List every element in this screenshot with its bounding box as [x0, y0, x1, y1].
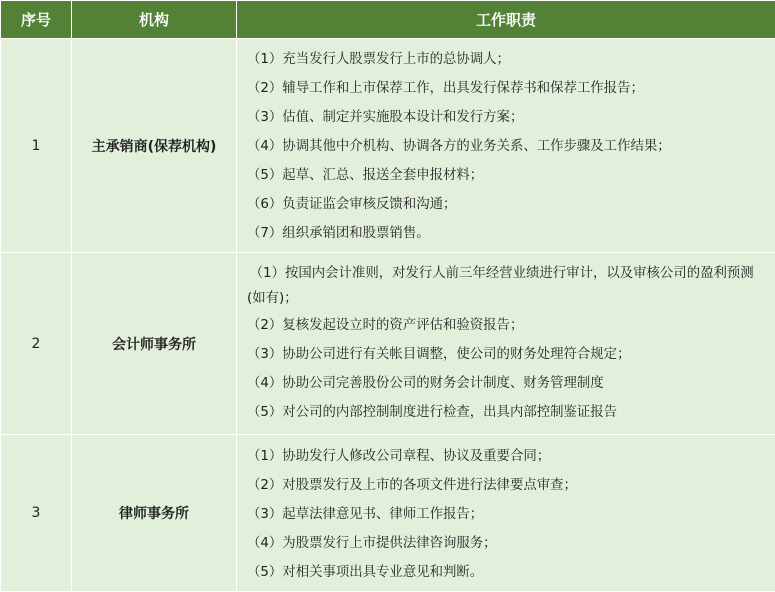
row-index: 2 — [1, 253, 72, 435]
duty-item: （4）为股票发行上市提供法律咨询服务； — [247, 529, 765, 558]
duty-item: （6）负责证监会审核反馈和沟通； — [247, 190, 765, 219]
duty-item: （2）对股票发行及上市的各项文件进行法律要点审查； — [247, 471, 765, 500]
row-duties — [237, 435, 775, 592]
duty-item: （5）起草、汇总、报送全套申报材料； — [247, 161, 765, 190]
duty-item: （1）按国内会计准则，对发行人前三年经营业绩进行审计，以及审核公司的盈利预测(如有)； — [247, 261, 765, 311]
row-duties — [237, 39, 775, 253]
table-row — [1, 39, 775, 253]
duty-item: （4）协调其他中介机构、协调各方的业务关系、工作步骤及工作结果； — [247, 132, 765, 161]
header-row — [1, 1, 775, 39]
table-row — [1, 253, 775, 435]
row-duties — [237, 253, 775, 435]
duty-item: （1）充当发行人股票发行上市的总协调人； — [247, 45, 765, 74]
duty-item: （7）组织承销团和股票销售。 — [247, 219, 765, 248]
header-duties: 工作职责 — [237, 1, 775, 39]
duty-item: （1）协助发行人修改公司章程、协议及重要合同； — [247, 442, 765, 471]
header-org: 机构 — [72, 1, 237, 39]
row-org: 主承销商(保荐机构) — [72, 39, 237, 253]
header-index: 序号 — [1, 1, 72, 39]
duty-item: （3）协助公司进行有关帐目调整，使公司的财务处理符合规定； — [247, 340, 765, 369]
duty-item: （5）对相关事项出具专业意见和判断。 — [247, 558, 765, 587]
duty-item: （3）起草法律意见书、律师工作报告； — [247, 500, 765, 529]
duty-item: （5）对公司的内部控制制度进行检查，出具内部控制鉴证报告 — [247, 398, 765, 427]
row-index: 3 — [1, 435, 72, 592]
duty-item: （2）辅导工作和上市保荐工作，出具发行保荐书和保荐工作报告； — [247, 74, 765, 103]
row-org: 律师事务所 — [72, 435, 237, 592]
table-row — [1, 435, 775, 592]
row-org: 会计师事务所 — [72, 253, 237, 435]
row-index: 1 — [1, 39, 72, 253]
duty-item: （3）估值、制定并实施股本设计和发行方案； — [247, 103, 765, 132]
duty-item: （2）复核发起设立时的资产评估和验资报告； — [247, 311, 765, 340]
duty-item: （4）协助公司完善股份公司的财务会计制度、财务管理制度 — [247, 369, 765, 398]
